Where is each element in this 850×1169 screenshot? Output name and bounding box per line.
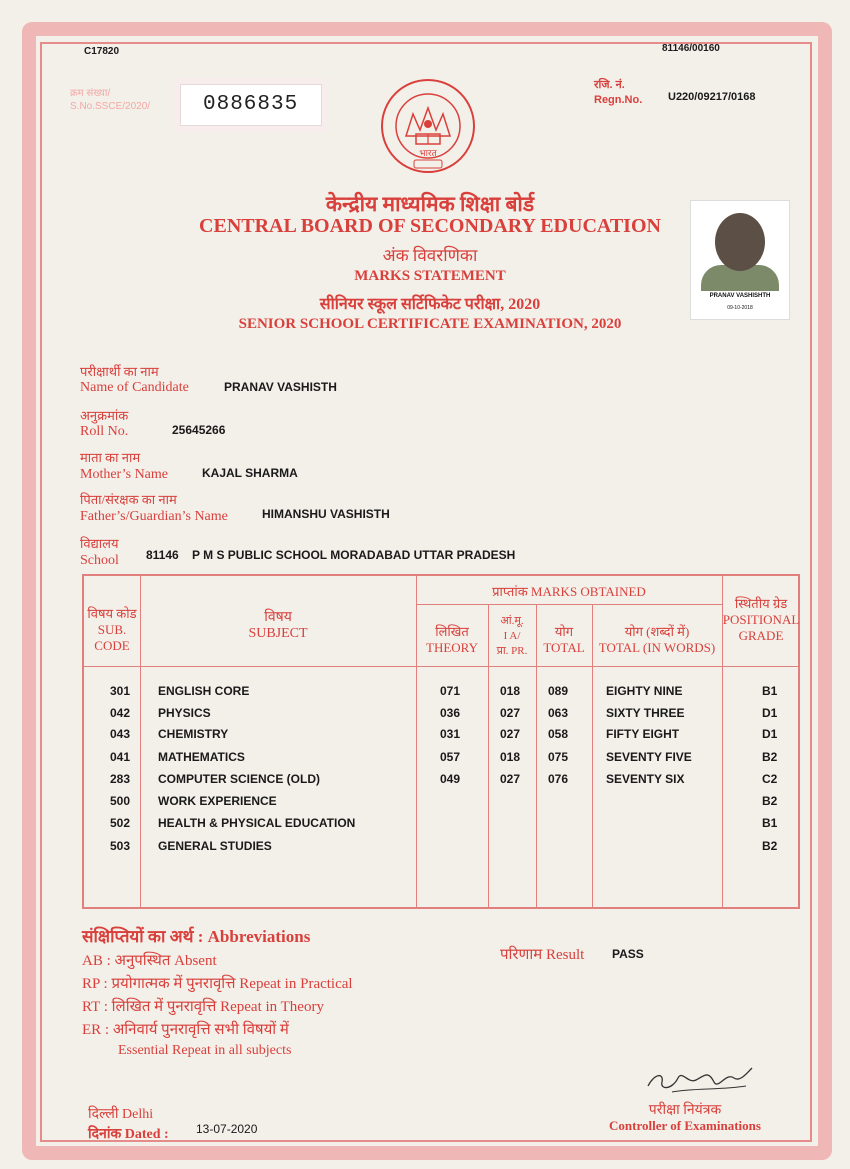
cell-total: 076 xyxy=(548,772,569,786)
serial-label xyxy=(70,87,150,113)
cell-total: 075 xyxy=(548,750,569,764)
cell-subject: PHYSICS xyxy=(158,706,211,720)
serial-label-en: S.No.SSCE/2020/ xyxy=(70,101,151,112)
regn-number: U220/09217/0168 xyxy=(668,91,756,103)
cell-words: EIGHTY NINE xyxy=(606,684,683,698)
abbreviations-title xyxy=(82,924,310,947)
abbr-absent: AB : अनुपस्थित Absent xyxy=(82,953,217,969)
header-pr: प्रा. PR. xyxy=(496,645,528,657)
controller-title-hindi: परीक्षा नियंत्रक xyxy=(648,1103,722,1118)
cell-grade: C2 xyxy=(762,772,778,786)
dated-label: दिनांक Dated : xyxy=(88,1127,169,1142)
photo-caption-date: 09-10-2018 xyxy=(727,305,753,311)
issue-date: 13-07-2020 xyxy=(196,1122,258,1136)
cell-theory: 071 xyxy=(440,684,461,698)
header-words-en: TOTAL (IN WORDS) xyxy=(598,640,716,655)
cell-code: 301 xyxy=(110,684,131,698)
cell-code: 502 xyxy=(110,816,131,830)
place-label: दिल्ली Delhi xyxy=(88,1107,154,1122)
cell-grade: D1 xyxy=(762,727,778,741)
cell-code: 500 xyxy=(110,794,131,808)
table-row xyxy=(84,750,798,772)
exam-title-english: SENIOR SCHOOL CERTIFICATE EXAMINATION, 2020 xyxy=(238,316,622,332)
cell-code: 041 xyxy=(110,750,131,764)
cell-grade: B2 xyxy=(762,794,778,808)
exam-title-hindi: सीनियर स्कूल सर्टिफिकेट परीक्षा, 2020 xyxy=(319,296,541,313)
photo-face xyxy=(715,213,765,271)
serial-number-box xyxy=(180,84,322,126)
cell-ia: 027 xyxy=(500,727,521,741)
statement-title-hindi: अंक विवरणिका xyxy=(382,246,478,265)
candidate-photo xyxy=(690,200,790,320)
header-theory-en: THEORY xyxy=(426,640,478,655)
cell-theory: 057 xyxy=(440,750,461,764)
name-label-english: Name of Candidate xyxy=(80,380,189,395)
header-grade-hi: स्थितीय ग्रेड xyxy=(734,596,788,611)
abbreviations-title-en: Abbreviations xyxy=(207,927,311,946)
controller-signature-icon xyxy=(642,1060,762,1100)
cell-subject: WORK EXPERIENCE xyxy=(158,794,277,808)
cell-grade: B1 xyxy=(762,684,778,698)
cell-ia: 018 xyxy=(500,750,521,764)
header-code-hi: विषय कोड xyxy=(87,606,137,621)
cell-total: 089 xyxy=(548,684,569,698)
table-row xyxy=(84,727,798,749)
abbr-repeat-theory: RT : लिखित में पुनरावृत्ति Repeat in Theory xyxy=(82,999,324,1015)
serial-label-hi: क्रम संख्या/ xyxy=(70,88,111,99)
table-row xyxy=(84,794,798,816)
header-total-en: TOTAL xyxy=(543,640,585,655)
top-right-code: 81146/00160 xyxy=(662,43,720,54)
header-marks-obtained: प्राप्तांक MARKS OBTAINED xyxy=(492,584,646,599)
cell-theory: 049 xyxy=(440,772,461,786)
abbreviations-title-hi: संक्षिप्तियों का अर्थ : xyxy=(82,927,204,946)
cell-grade: B1 xyxy=(762,816,778,830)
cell-grade: B2 xyxy=(762,839,778,853)
table-row xyxy=(84,684,798,706)
cell-code: 503 xyxy=(110,839,131,853)
board-name-hindi: केन्द्रीय माध्यमिक शिक्षा बोर्ड xyxy=(325,192,535,216)
table-row xyxy=(84,706,798,728)
header-subject-en: SUBJECT xyxy=(248,626,308,641)
header-divider xyxy=(84,666,798,667)
roll-label-hindi: अनुक्रमांक xyxy=(80,408,129,423)
cell-ia: 027 xyxy=(500,706,521,720)
cell-subject: CHEMISTRY xyxy=(158,727,229,741)
cell-total: 058 xyxy=(548,727,569,741)
abbr-essential-repeat-en: Essential Repeat in all subjects xyxy=(118,1043,292,1058)
cell-total: 063 xyxy=(548,706,569,720)
roll-number: 25645266 xyxy=(172,423,226,437)
table-row xyxy=(84,839,798,861)
school-label-english: School xyxy=(80,553,119,568)
candidate-name: PRANAV VASHISTH xyxy=(224,380,337,394)
cbse-emblem-icon xyxy=(376,76,480,176)
cell-grade: B2 xyxy=(762,750,778,764)
header-code xyxy=(84,606,140,654)
table-row xyxy=(84,816,798,838)
cell-words: FIFTY EIGHT xyxy=(606,727,680,741)
header-code-en1: SUB. xyxy=(97,622,127,637)
father-label-hindi: पिता/संरक्षक का नाम xyxy=(80,492,177,507)
controller-title-english: Controller of Examinations xyxy=(609,1118,761,1133)
cell-ia: 018 xyxy=(500,684,521,698)
cell-subject: COMPUTER SCIENCE (OLD) xyxy=(158,772,320,786)
cell-theory: 031 xyxy=(440,727,461,741)
regn-label-hi: रजि. नं. xyxy=(594,79,625,91)
cell-ia: 027 xyxy=(500,772,521,786)
header-total-words xyxy=(592,624,722,656)
cell-grade: D1 xyxy=(762,706,778,720)
cell-theory: 036 xyxy=(440,706,461,720)
header-grade-en2: GRADE xyxy=(738,628,784,643)
cell-words: SIXTY THREE xyxy=(606,706,685,720)
school-name: P M S PUBLIC SCHOOL MORADABAD UTTAR PRADESH xyxy=(192,548,516,562)
marks-table xyxy=(82,574,800,909)
header-code-en2: CODE xyxy=(94,638,130,653)
regn-label-en: Regn.No. xyxy=(594,94,643,106)
result-label: परिणाम Result xyxy=(500,947,585,963)
marks-subheader-divider xyxy=(416,604,722,605)
name-label-hindi: परीक्षार्थी का नाम xyxy=(80,364,159,379)
header-ia-hi: आं.मू. xyxy=(500,615,524,627)
photo-caption-name: PRANAV VASHISHTH xyxy=(709,293,771,299)
top-left-code: C17820 xyxy=(84,46,120,57)
roll-label-english: Roll No. xyxy=(80,424,129,439)
emblem-text-bottom: भारत xyxy=(419,148,437,158)
header-theory-hi: लिखित xyxy=(435,624,469,639)
header-subject xyxy=(140,610,416,642)
header-ia-pr xyxy=(488,614,536,659)
cell-subject: HEALTH & PHYSICAL EDUCATION xyxy=(158,816,356,830)
result-value: PASS xyxy=(612,947,644,961)
header-theory xyxy=(416,624,488,656)
header-ia-en: I A/ xyxy=(503,630,521,642)
header-grade-en1: POSITIONAL xyxy=(722,612,800,627)
header-grade xyxy=(722,596,800,644)
cell-words: SEVENTY FIVE xyxy=(606,750,692,764)
father-label-english: Father’s/Guardian’s Name xyxy=(80,509,228,524)
father-name: HIMANSHU VASHISTH xyxy=(262,507,390,521)
mother-label-english: Mother’s Name xyxy=(80,467,168,482)
abbr-repeat-practical: RP : प्रयोगात्मक में पुनरावृत्ति Repeat in Practical xyxy=(82,976,353,992)
cell-subject: GENERAL STUDIES xyxy=(158,839,272,853)
cell-code: 283 xyxy=(110,772,131,786)
table-row xyxy=(84,772,798,794)
header-total-hi: योग xyxy=(554,624,574,639)
cell-subject: MATHEMATICS xyxy=(158,750,245,764)
school-code: 81146 xyxy=(146,548,179,562)
header-total xyxy=(536,624,592,656)
serial-number: 0886835 xyxy=(203,93,299,116)
abbr-essential-repeat: ER : अनिवार्य पुनरावृत्ति सभी विषयों में xyxy=(82,1022,289,1038)
mother-name: KAJAL SHARMA xyxy=(202,466,298,480)
header-words-hi: योग (शब्दों में) xyxy=(624,624,690,639)
board-name-english: CENTRAL BOARD OF SECONDARY EDUCATION xyxy=(199,215,661,237)
cell-code: 042 xyxy=(110,706,131,720)
statement-title-english: MARKS STATEMENT xyxy=(354,268,506,284)
regn-label xyxy=(594,78,642,108)
header-subject-hi: विषय xyxy=(264,610,292,625)
cell-code: 043 xyxy=(110,727,131,741)
cell-words: SEVENTY SIX xyxy=(606,772,685,786)
school-label-hindi: विद्यालय xyxy=(80,536,119,551)
cell-subject: ENGLISH CORE xyxy=(158,684,250,698)
mother-label-hindi: माता का नाम xyxy=(80,450,141,465)
